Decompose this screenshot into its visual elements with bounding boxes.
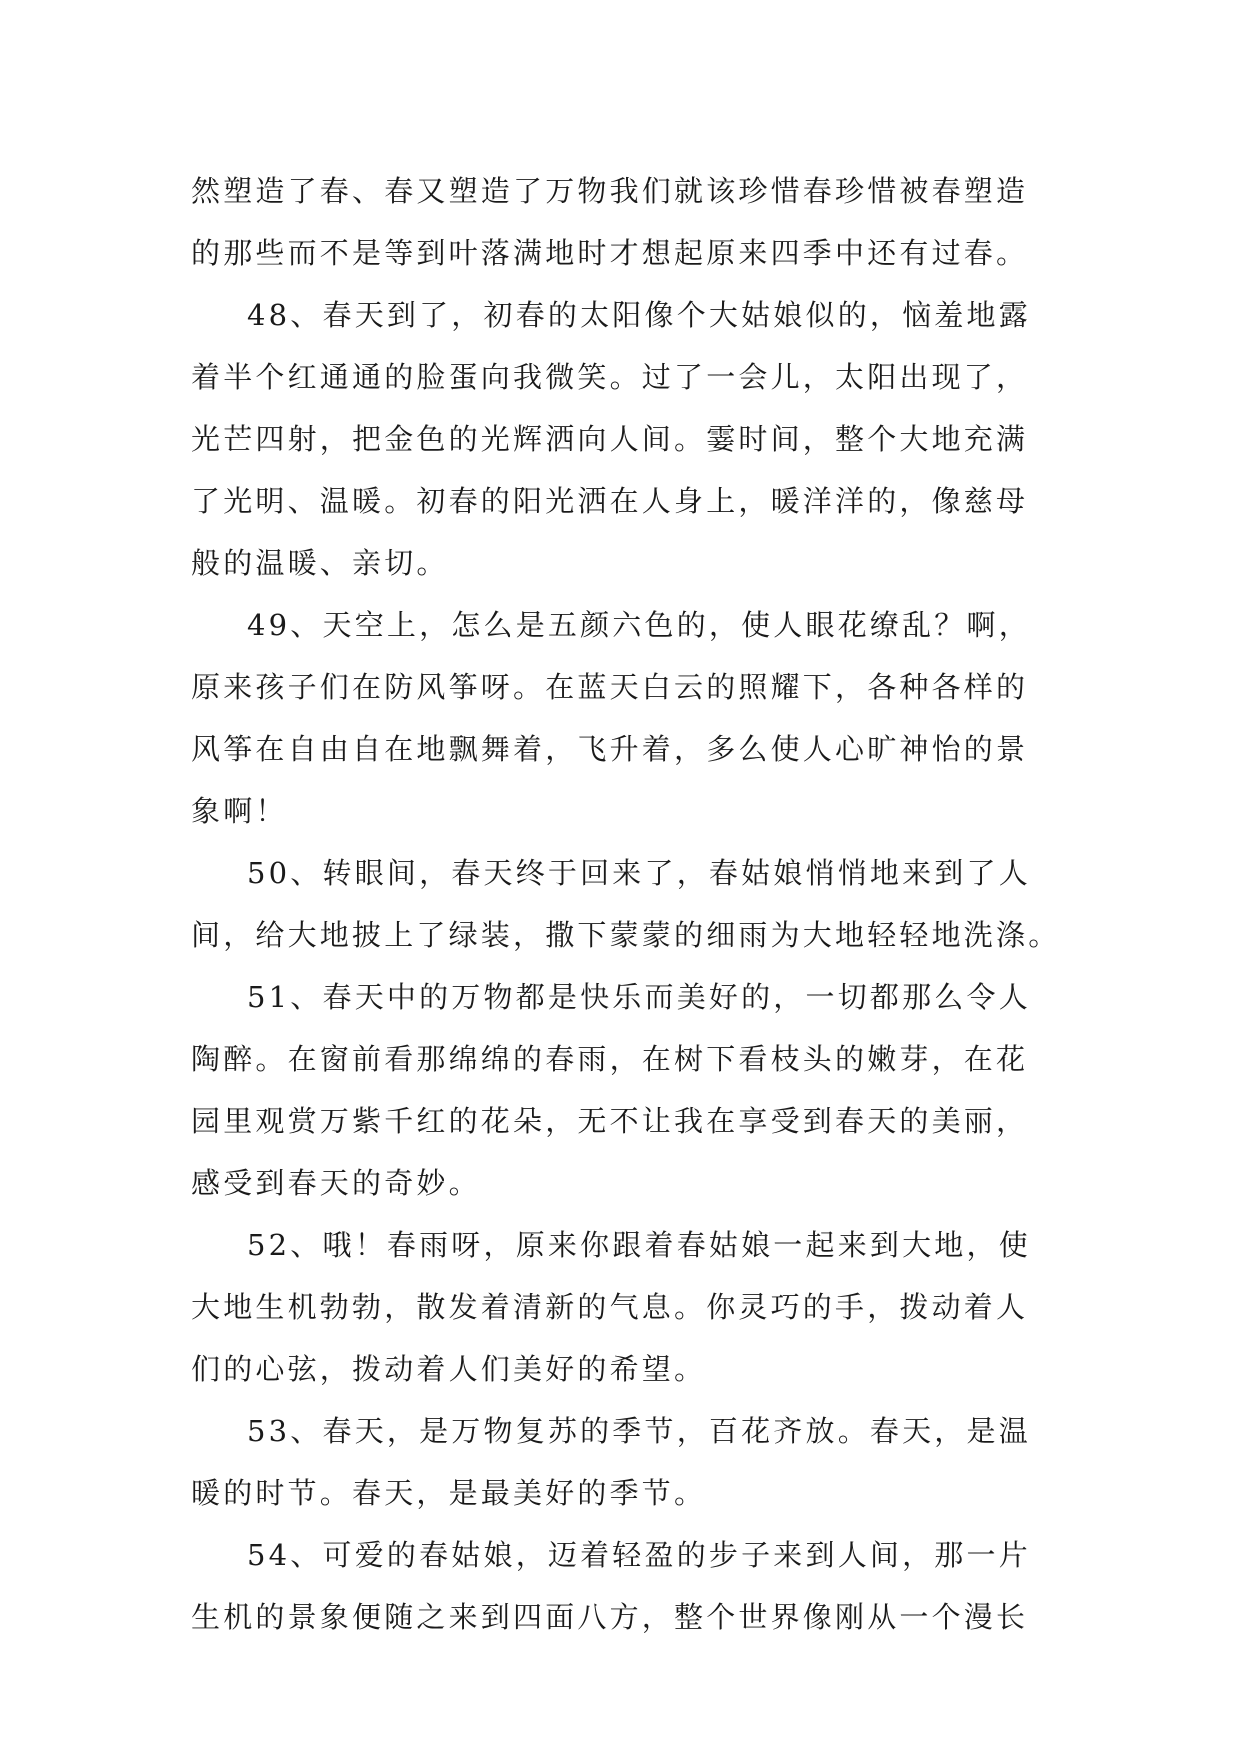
text-line: 光芒四射，把金色的光辉洒向人间。霎时间，整个大地充满 <box>191 422 1029 456</box>
text-line: 了光明、温暖。初春的阳光洒在人身上，暖洋洋的，像慈母 <box>191 484 1029 518</box>
paragraph-start-line: 52、哦！春雨呀，原来你跟着春姑娘一起来到大地，使 <box>247 1228 1031 1262</box>
text-line: 们的心弦，拨动着人们美好的希望。 <box>191 1352 707 1386</box>
document-body <box>191 160 1061 1648</box>
text-line: 感受到春天的奇妙。 <box>191 1166 481 1200</box>
paragraph-start-line: 51、春天中的万物都是快乐而美好的，一切都那么令人 <box>247 980 1031 1014</box>
text-line: 大地生机勃勃，散发着清新的气息。你灵巧的手，拨动着人 <box>191 1290 1029 1324</box>
paragraph-start-line: 49、天空上，怎么是五颜六色的，使人眼花缭乱？啊， <box>247 608 1031 642</box>
text-line: 陶醉。在窗前看那绵绵的春雨，在树下看枝头的嫩芽，在花 <box>191 1042 1029 1076</box>
text-line: 生机的景象便随之来到四面八方，整个世界像刚从一个漫长 <box>191 1600 1029 1634</box>
text-line: 然塑造了春、春又塑造了万物我们就该珍惜春珍惜被春塑造 <box>191 174 1029 208</box>
text-line: 象啊！ <box>191 794 288 828</box>
text-line: 园里观赏万紫千红的花朵，无不让我在享受到春天的美丽， <box>191 1104 1029 1138</box>
text-line: 暖的时节。春天，是最美好的季节。 <box>191 1476 707 1510</box>
paragraph-start-line: 53、春天，是万物复苏的季节，百花齐放。春天，是温 <box>247 1414 1031 1448</box>
text-line: 间，给大地披上了绿装，撒下蒙蒙的细雨为大地轻轻地洗涤。 <box>191 918 1061 952</box>
paragraph-start-line: 50、转眼间，春天终于回来了，春姑娘悄悄地来到了人 <box>247 856 1031 890</box>
text-line: 般的温暖、亲切。 <box>191 546 449 580</box>
paragraph-start-line: 48、春天到了，初春的太阳像个大姑娘似的，恼羞地露 <box>247 298 1031 332</box>
text-line: 着半个红通通的脸蛋向我微笑。过了一会儿，太阳出现了， <box>191 360 1029 394</box>
paragraph-start-line: 54、可爱的春姑娘，迈着轻盈的步子来到人间，那一片 <box>247 1538 1031 1572</box>
text-line: 的那些而不是等到叶落满地时才想起原来四季中还有过春。 <box>191 236 1029 270</box>
text-line: 风筝在自由自在地飘舞着，飞升着，多么使人心旷神怡的景 <box>191 732 1029 766</box>
text-line: 原来孩子们在防风筝呀。在蓝天白云的照耀下，各种各样的 <box>191 670 1029 704</box>
